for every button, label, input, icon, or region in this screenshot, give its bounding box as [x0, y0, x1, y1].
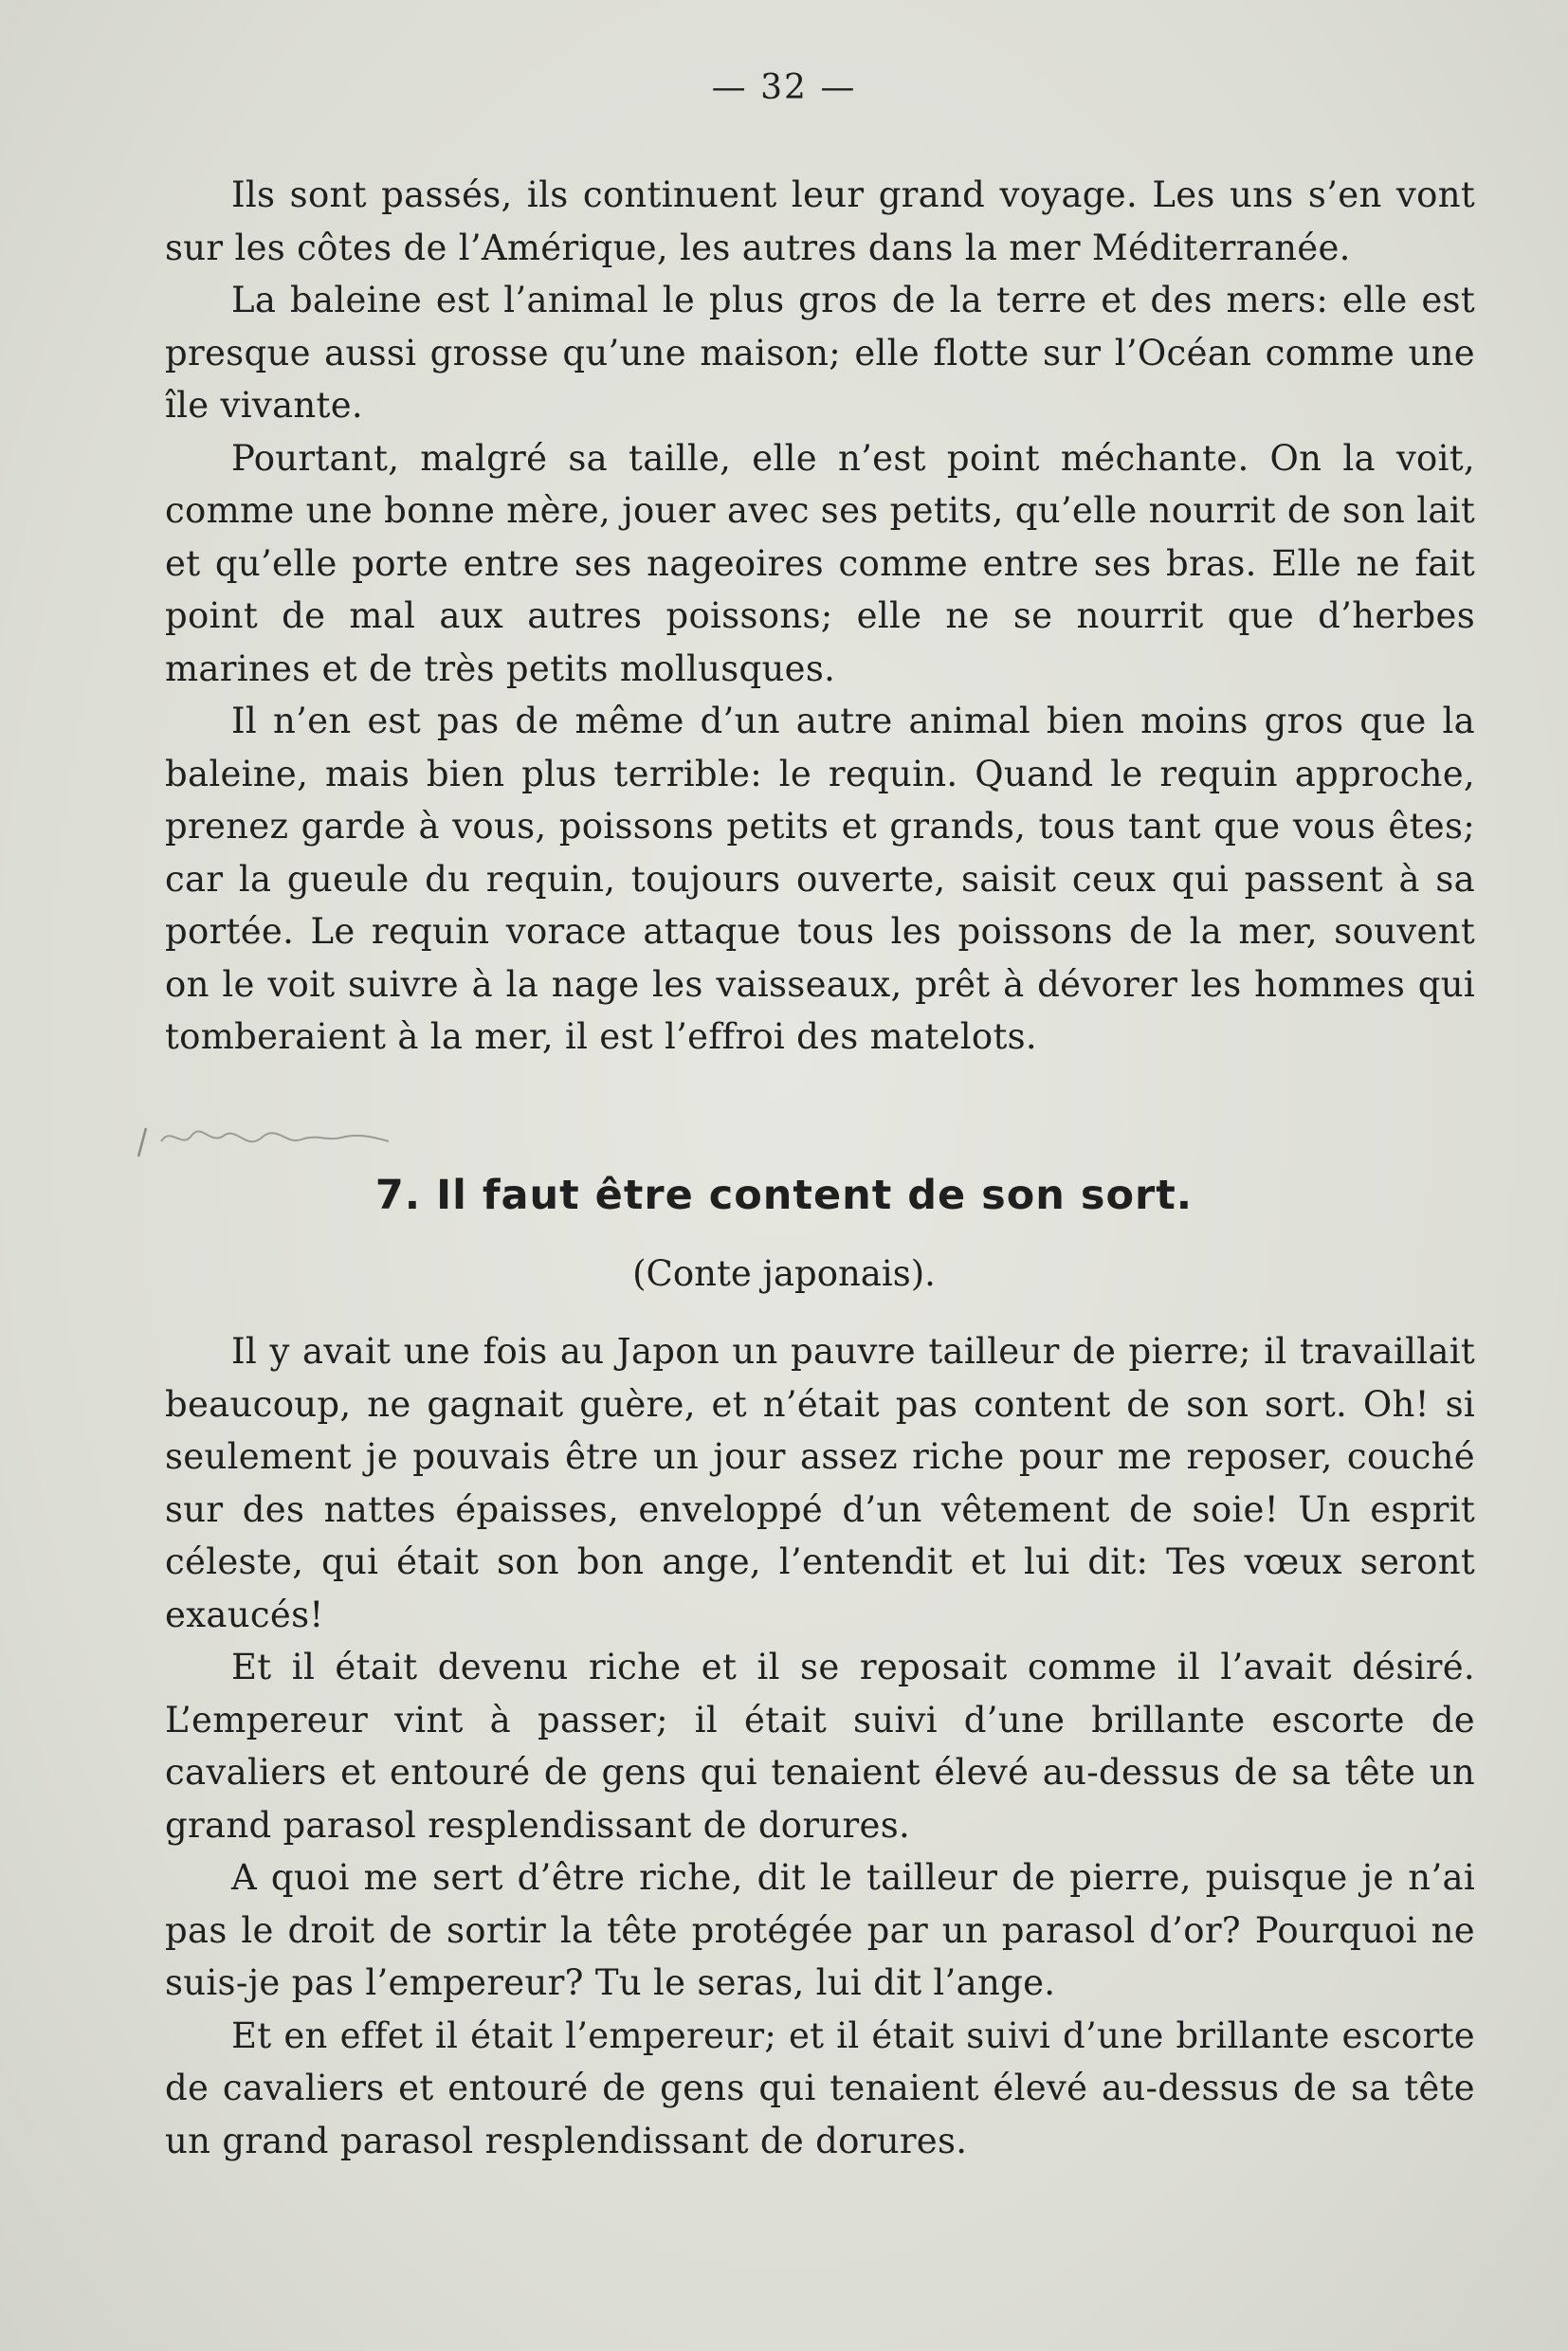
paragraph: Pourtant, malgré sa taille, elle n’est point méchante. On la voit, comme une bonne mère, jouer avec ses petits, qu’elle nourrit de son lait et qu’elle porte entre ses nageoires comme entre ses bras. Elle ne fait point de mal aux autres poissons; elle ne se nourrit que d’herbes marines et de très petits mollusques.	[165, 437, 1475, 689]
chapter-title: 7. Il faut être content de son sort.	[374, 1172, 1194, 1219]
paragraph: A quoi me sert d’être riche, dit le tailleur de pierre, puisque je n’ai pas le droit de sortir la tête protégée par un parasol d’or? Pourquoi ne suis-je pas l’empereur? Tu le seras, lui dit l’ange.	[165, 1857, 1475, 2003]
paragraph: La baleine est l’animal le plus gros de la terre et des mers: elle est presque aussi grosse qu’une maison; elle flotte sur l’Océan comme une île vivante.	[165, 280, 1475, 426]
paragraph: Ils sont passés, ils continuent leur grand voyage. Les uns s’en vont sur les côtes de l’Amérique, les autres dans la mer Méditerranée.	[165, 174, 1475, 268]
paragraph: Il y avait une fois au Japon un pauvre tailleur de pierre; il travaillait beaucoup, ne gagnait guère, et n’était pas content de son sort. Oh! si seulement je pouvais être un jour assez riche pour me reposer, couché sur des nattes épaisses, enveloppé d’un vêtement de soie! Un esprit céleste, qui était son bon ange, l’entendit et lui dit: Tes vœux seront exaucés!	[165, 1331, 1475, 1635]
paragraph: Il n’en est pas de même d’un autre animal bien moins gros que la baleine, mais bien plus terrible: le requin. Quand le requin approche, prenez garde à vous, poissons petits et grands, tous tant que vous êtes; car la gueule du requin, toujours ouverte, saisit ceux qui passent à sa portée. Le requin vorace attaque tous les poissons de la mer, souvent on le voit suivre à la nage les vaisseaux, prêt à dévorer les hommes qui tomberaient à la mer, il est l’effroi des matelots.	[165, 701, 1475, 1057]
page-number: — 32 —	[711, 68, 857, 107]
paragraph: Et il était devenu riche et il se reposait comme il l’avait désiré. L’empereur vint à passer; il était suivi d’une brillante escorte de cavaliers et entouré de gens qui tenaient élevé au-dessus de sa tête un grand parasol resplendissant de dorures.	[165, 1647, 1475, 1846]
text-block-bottom	[165, 1325, 1475, 2167]
paragraph: Et en effet il était l’empereur; et il était suivi d’une brillante escorte de cavaliers et entouré de gens qui tenaient élevé au-dessus de sa tête un grand parasol resplendissant de dorures.	[165, 2014, 1475, 2161]
chapter-subtitle: (Conte japonais).	[632, 1253, 936, 1294]
pencil-annotation	[133, 1107, 436, 1164]
text-block-top	[165, 169, 1475, 1064]
